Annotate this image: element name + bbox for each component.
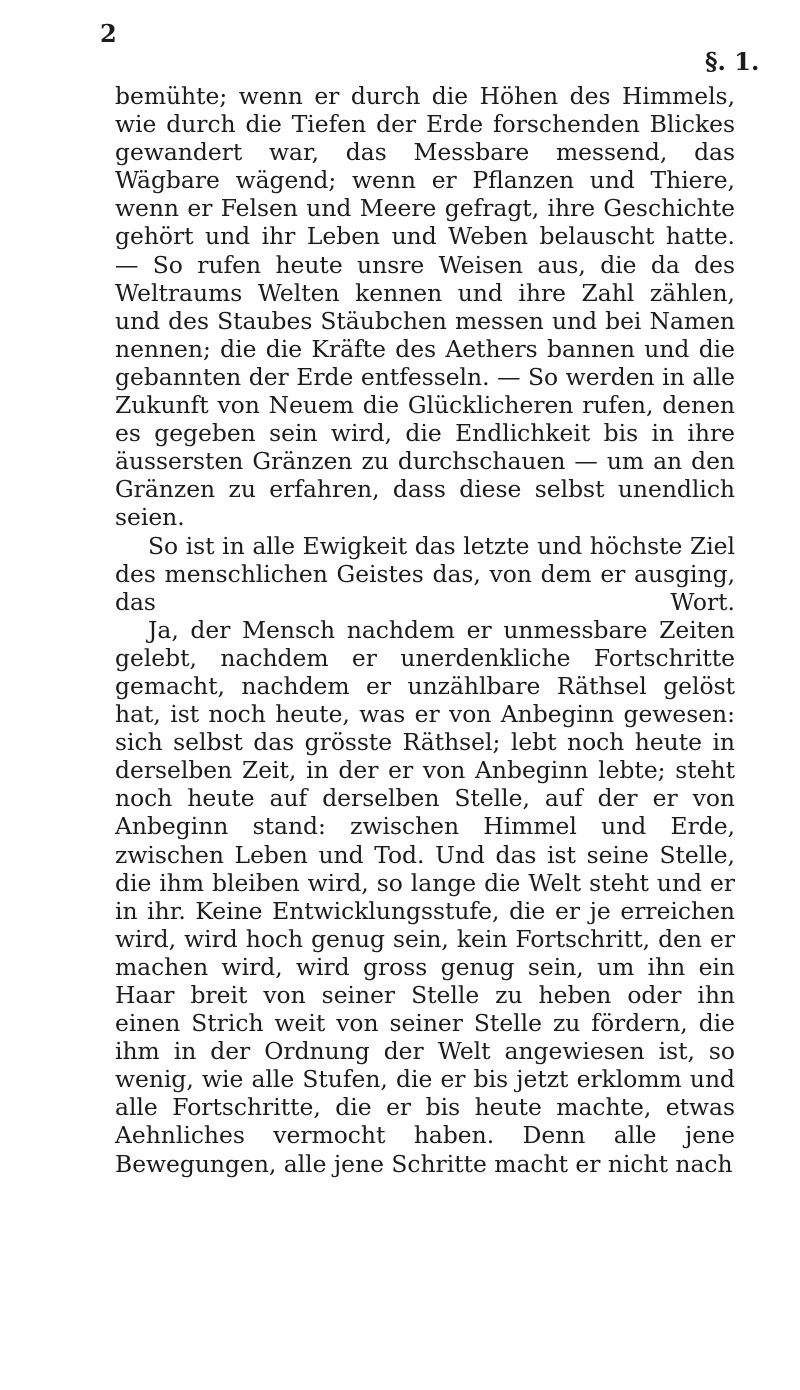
paragraph-mensch: Ja, der Mensch nachdem er unmessbare Zeiten gelebt, nachdem er unerdenkliche Fortschritte gemacht, nachdem er unzählbare Räthsel gelöst hat, ist noch heute, was er von Anbeginn gewesen: sich selbst das grösste Räthsel; lebt noch heute in derselben Zeit, in der er von Anbeginn lebte; steht noch heute auf derselben Stelle, auf der er von Anbeginn stand: zwischen Himmel und Erde, zwischen Leben und Tod. Und das ist seine Stelle, die ihm bleiben wird, so lange die Welt steht und er in ihr. Keine Entwicklungsstufe, die er je erreichen wird, wird hoch genug sein, kein Fortschritt, den er machen wird, wird gross genug sein, um ihn ein Haar breit von seiner Stelle zu heben oder ihn einen Strich weit von seiner Stelle zu fördern, die ihm in der Ordnung der Welt angewiesen ist, so wenig, wie alle Stufen, die er bis jetzt erklomm und alle Fortschritte, die er bis heute machte, etwas Aehnliches vermocht haben. Denn alle jene Bewegungen, alle jene Schritte macht er nicht nach: [115, 615, 735, 1178]
section-mark: §. 1.: [705, 47, 760, 76]
page-number: 2: [100, 19, 117, 48]
paragraph-continuation: bemühte; wenn er durch die Höhen des Himmels, wie durch die Tiefen der Erde forschenden Blickes gewandert war, das Messbare messend, das Wägbare wägend; wenn er Pflanzen und Thiere, wenn er Felsen und Meere gefragt, ihre Geschichte gehört und ihr Leben und Weben belauscht hatte. — So rufen heute unsre Weisen aus, die da des Weltraums Welten kennen und ihre Zahl zählen, und des Staubes Stäubchen messen und bei Namen nennen; die die Kräfte des Aethers bannen und die gebannten der Erde entfesseln. — So werden in alle Zukunft von Neuem die Glücklicheren rufen, denen es gegeben sein wird, die Endlichkeit bis in ihre äussersten Gränzen zu durchschauen — um an den Gränzen zu erfahren, dass diese selbst unendlich seien.: [115, 82, 735, 532]
body-text: [115, 82, 735, 1178]
paragraph-word: So ist in alle Ewigkeit das letzte und höchste Ziel des menschlichen Geistes das, von dem er ausging, das Wort.: [115, 531, 735, 616]
